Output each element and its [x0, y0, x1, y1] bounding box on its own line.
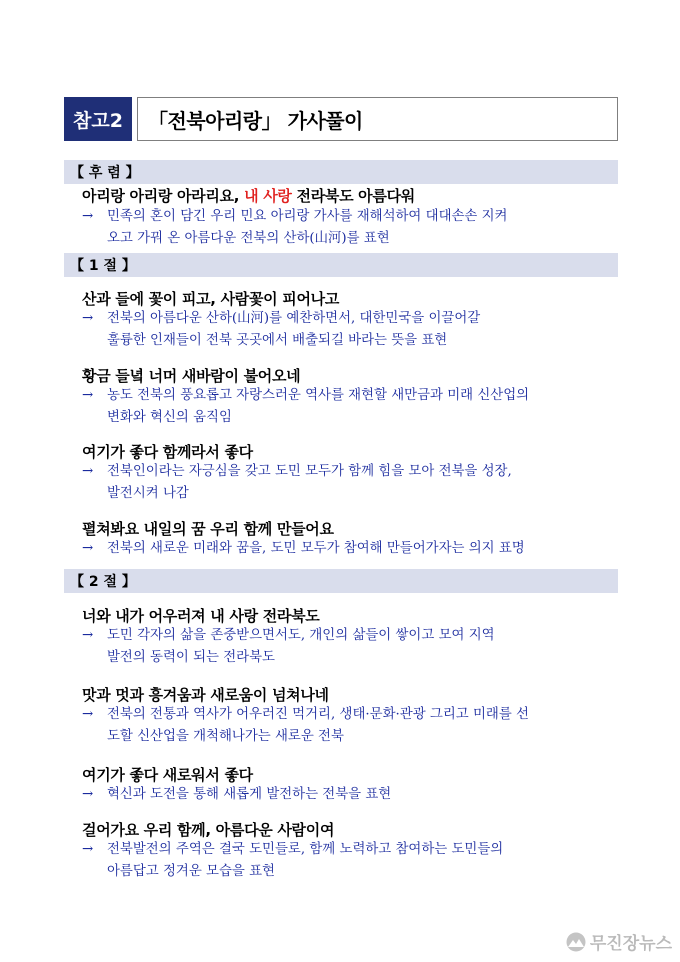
explanation-v1b: → 농도 전북의 풍요롭고 자랑스러운 역사를 재현할 새만금과 미래 신산업의 변화와 혁신의 움직임 [82, 385, 612, 429]
watermark [566, 929, 672, 954]
explanation-v1a: → 전북의 아름다운 산하(山河)를 예찬하면서, 대한민국을 이끌어갈 훌륭한 인재들이 전북 곳곳에서 배출되길 바라는 뜻을 표현 [82, 308, 612, 352]
arrow-icon: → [82, 388, 94, 403]
explanation-v2a: → 도민 각자의 삶을 존중받으면서도, 개인의 삶들이 쌓이고 모여 지역 발전의 동력이 되는 전라북도 [82, 625, 612, 669]
section-verse1: 【 1 절 】 [64, 253, 618, 277]
lyric-v2b: 맛과 멋과 흥겨움과 새로움이 넘쳐나네 [82, 686, 329, 704]
lyric-v1b: 황금 들녘 너머 새바람이 불어오네 [82, 367, 301, 385]
lyric-chorus: 아리랑 아리랑 아라리요, 내 사랑 전라북도 아름다워 [82, 187, 415, 205]
explanation-v1c: → 전북인이라는 자긍심을 갖고 도민 모두가 함께 힘을 모아 전북을 성장, 발전시켜 나감 [82, 461, 612, 505]
arrow-icon: → [82, 787, 94, 802]
lyric-v1a: 산과 들에 꽃이 피고, 사람꽃이 피어나고 [82, 290, 340, 308]
explanation-v2d: → 전북발전의 주역은 결국 도민들로, 함께 노력하고 참여하는 도민들의 아름답고 정겨운 모습을 표현 [82, 839, 612, 883]
arrow-icon: → [82, 541, 94, 556]
page-title: 「전북아리랑」 가사풀이 [137, 97, 618, 141]
section-chorus: 【 후 렴 】 [64, 160, 618, 184]
lyric-highlight: 내 사랑 [244, 187, 292, 205]
lyric-v1d: 펼쳐봐요 내일의 꿈 우리 함께 만들어요 [82, 520, 334, 538]
explanation-v2b: → 전북의 전통과 역사가 어우러진 먹거리, 생태·문화·관광 그리고 미래를 선 도할 신산업을 개척해나가는 새로운 전북 [82, 704, 612, 748]
arrow-icon: → [82, 707, 94, 722]
lyric-v2c: 여기가 좋다 새로워서 좋다 [82, 766, 253, 784]
arrow-icon: → [82, 311, 94, 326]
title-badge: 참고2 [64, 97, 132, 141]
explanation-v2c: → 혁신과 도전을 통해 새롭게 발전하는 전북을 표현 [82, 784, 612, 806]
mountain-logo-icon [566, 932, 586, 952]
arrow-icon: → [82, 209, 94, 224]
explanation-v1d: → 전북의 새로운 미래와 꿈을, 도민 모두가 참여해 만들어가자는 의지 표명 [82, 538, 612, 560]
lyric-v1c: 여기가 좋다 함께라서 좋다 [82, 443, 253, 461]
lyric-v2d: 걸어가요 우리 함께, 아름다운 사람이여 [82, 821, 335, 839]
arrow-icon: → [82, 628, 94, 643]
arrow-icon: → [82, 464, 94, 479]
explanation-chorus: → 민족의 혼이 담긴 우리 민요 아리랑 가사를 재해석하여 대대손손 지켜 오고 가꿔 온 아름다운 전북의 산하(山河)를 표현 [82, 206, 612, 250]
arrow-icon: → [82, 842, 94, 857]
section-verse2: 【 2 절 】 [64, 569, 618, 593]
watermark-text: 무진장뉴스 [589, 934, 672, 954]
lyric-v2a: 너와 내가 어우러져 내 사랑 전라북도 [82, 607, 320, 625]
page-title-row [64, 97, 618, 141]
